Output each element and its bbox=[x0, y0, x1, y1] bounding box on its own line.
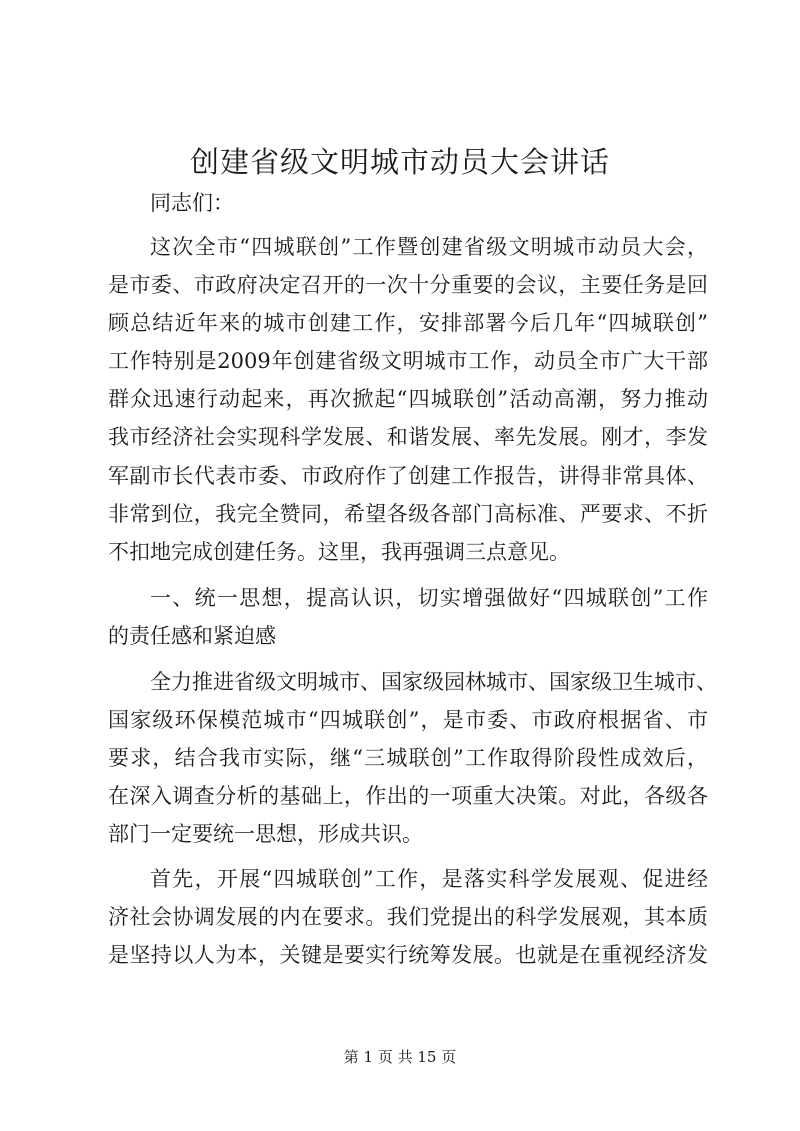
body-line: 国家级环保模范城市“四城联创”，是市委、市政府根据省、市 bbox=[108, 708, 708, 732]
section-heading-line: 一、统一思想，提高认识，切实增强做好“四城联创”工作 bbox=[150, 586, 708, 610]
body-line: 工作特别是2009年创建省级文明城市工作，动员全市广大干部 bbox=[108, 349, 708, 373]
page-number-footer: 第 1 页 共 15 页 bbox=[343, 1048, 457, 1066]
body-line: 群众迅速行动起来，再次掀起“四城联创”活动高潮，努力推动 bbox=[108, 387, 708, 411]
body-line: 军副市长代表市委、市政府作了创建工作报告，讲得非常具体、 bbox=[108, 464, 708, 488]
body-line: 这次全市“四城联创”工作暨创建省级文明城市动员大会， bbox=[150, 235, 708, 259]
body-line: 是坚持以人为本，关键是要实行统筹发展。也就是在重视经济发 bbox=[108, 943, 708, 967]
document-title: 创建省级文明城市动员大会讲话 bbox=[189, 145, 610, 179]
body-line: 是市委、市政府决定召开的一次十分重要的会议，主要任务是回 bbox=[108, 273, 708, 297]
body-line: 济社会协调发展的内在要求。我们党提出的科学发展观，其本质 bbox=[108, 905, 708, 929]
section-heading-line: 的责任感和紧迫感 bbox=[108, 624, 276, 648]
body-line: 不扣地完成创建任务。这里，我再强调三点意见。 bbox=[108, 540, 570, 564]
body-line: 非常到位，我完全赞同，希望各级各部门高标准、严要求、不折 bbox=[108, 502, 708, 526]
body-line: 顾总结近年来的城市创建工作，安排部署今后几年“四城联创” bbox=[108, 311, 708, 335]
body-line: 我市经济社会实现科学发展、和谐发展、率先发展。刚才，李发 bbox=[108, 425, 708, 449]
body-line: 部门一定要统一思想，形成共识。 bbox=[108, 822, 423, 846]
body-line: 要求，结合我市实际，继“三城联创”工作取得阶段性成效后， bbox=[108, 746, 708, 770]
body-line: 首先，开展“四城联创”工作，是落实科学发展观、促进经 bbox=[150, 867, 708, 891]
body-line: 全力推进省级文明城市、国家级园林城市、国家级卫生城市、 bbox=[150, 670, 717, 694]
greeting: 同志们： bbox=[150, 191, 234, 215]
body-line: 在深入调查分析的基础上，作出的一项重大决策。对此，各级各 bbox=[108, 784, 708, 808]
